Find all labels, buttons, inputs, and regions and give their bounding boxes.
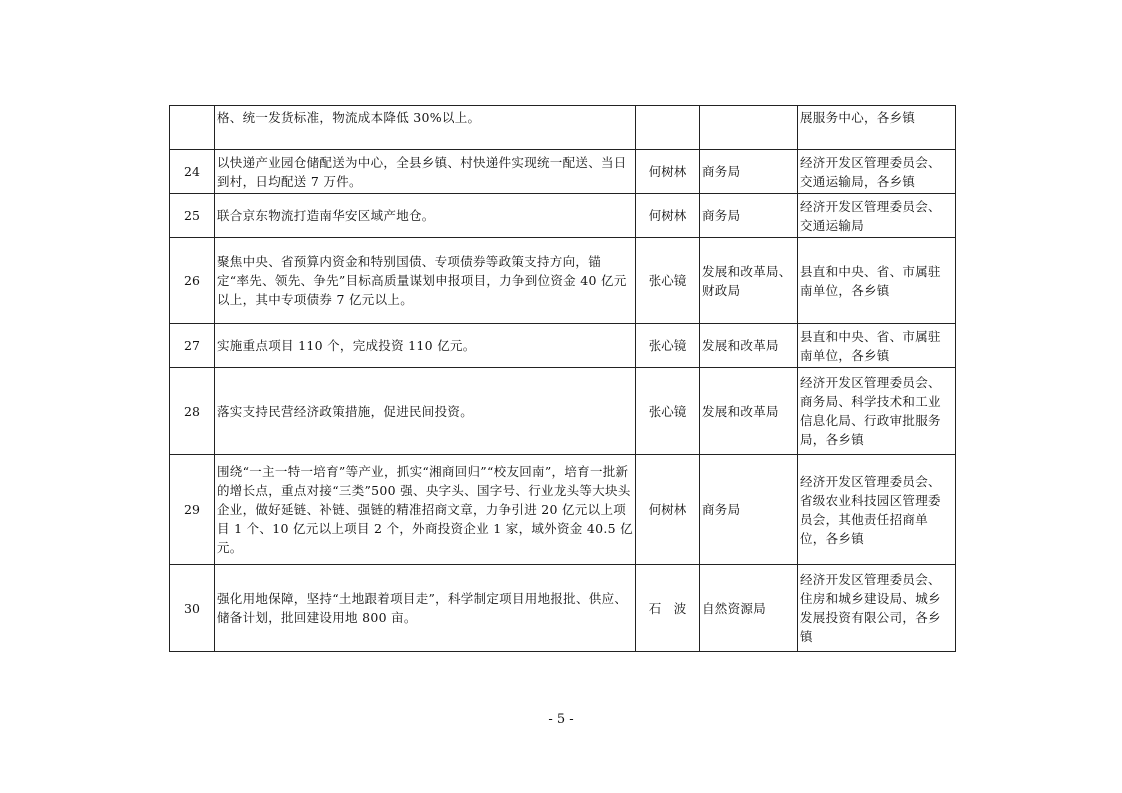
lead-department <box>700 106 798 150</box>
row-number: 28 <box>170 368 215 455</box>
row-number: 26 <box>170 238 215 324</box>
table-row <box>170 368 956 455</box>
task-content: 强化用地保障，坚持“土地跟着项目走”，科学制定项目用地报批、供应、储备计划，批回建设用地 800 亩。 <box>215 565 636 652</box>
task-content: 落实支持民营经济政策措施，促进民间投资。 <box>215 368 636 455</box>
table-row <box>170 324 956 368</box>
responsible-person: 何树林 <box>636 455 700 565</box>
table-row <box>170 455 956 565</box>
task-table <box>169 105 956 652</box>
table-row <box>170 238 956 324</box>
table-row <box>170 150 956 194</box>
task-content: 实施重点项目 110 个，完成投资 110 亿元。 <box>215 324 636 368</box>
responsible-person <box>636 106 700 150</box>
task-content: 联合京东物流打造南华安区域产地仓。 <box>215 194 636 238</box>
responsible-person: 何树林 <box>636 194 700 238</box>
lead-department: 发展和改革局 <box>700 368 798 455</box>
lead-department: 商务局 <box>700 150 798 194</box>
cooperating-units: 经济开发区管理委员会、住房和城乡建设局、城乡发展投资有限公司，各乡镇 <box>798 565 956 652</box>
table-row <box>170 565 956 652</box>
cooperating-units: 展服务中心，各乡镇 <box>798 106 956 150</box>
row-number: 27 <box>170 324 215 368</box>
row-number <box>170 106 215 150</box>
cooperating-units: 县直和中央、省、市属驻南单位，各乡镇 <box>798 238 956 324</box>
task-content: 围绕“一主一特一培育”等产业，抓实“湘商回归”“校友回南”，培育一批新的增长点，重点对接“三类”500 强、央字头、国字号、行业龙头等大块头企业，做好延链、补链、强链的精准招商文章，力争引进 20 亿元以上项目 1 个、10 亿元以上项目 2 个，外商投资企业 1 家，域外资金 40.5 亿元。 <box>215 455 636 565</box>
cooperating-units: 经济开发区管理委员会、商务局、科学技术和工业信息化局、行政审批服务局，各乡镇 <box>798 368 956 455</box>
cooperating-units: 经济开发区管理委员会、省级农业科技园区管理委员会，其他责任招商单位，各乡镇 <box>798 455 956 565</box>
row-number: 30 <box>170 565 215 652</box>
row-number: 24 <box>170 150 215 194</box>
responsible-person: 张心镜 <box>636 238 700 324</box>
task-content: 格、统一发货标准，物流成本降低 30%以上。 <box>215 106 636 150</box>
table-row <box>170 194 956 238</box>
lead-department: 商务局 <box>700 455 798 565</box>
page-number: - 5 - <box>548 712 574 727</box>
row-number: 29 <box>170 455 215 565</box>
table-row <box>170 106 956 150</box>
cooperating-units: 经济开发区管理委员会、交通运输局，各乡镇 <box>798 150 956 194</box>
task-content: 聚焦中央、省预算内资金和特别国债、专项债券等政策支持方向，锚定“率先、领先、争先”目标高质量谋划申报项目，力争到位资金 40 亿元以上，其中专项债券 7 亿元以上。 <box>215 238 636 324</box>
lead-department: 自然资源局 <box>700 565 798 652</box>
responsible-person: 张心镜 <box>636 324 700 368</box>
cooperating-units: 经济开发区管理委员会、交通运输局 <box>798 194 956 238</box>
lead-department: 商务局 <box>700 194 798 238</box>
responsible-person: 何树林 <box>636 150 700 194</box>
lead-department: 发展和改革局、财政局 <box>700 238 798 324</box>
row-number: 25 <box>170 194 215 238</box>
task-content: 以快递产业园仓储配送为中心，全县乡镇、村快递件实现统一配送、当日到村，日均配送 7 万件。 <box>215 150 636 194</box>
lead-department: 发展和改革局 <box>700 324 798 368</box>
cooperating-units: 县直和中央、省、市属驻南单位，各乡镇 <box>798 324 956 368</box>
responsible-person: 石 波 <box>636 565 700 652</box>
responsible-person: 张心镜 <box>636 368 700 455</box>
